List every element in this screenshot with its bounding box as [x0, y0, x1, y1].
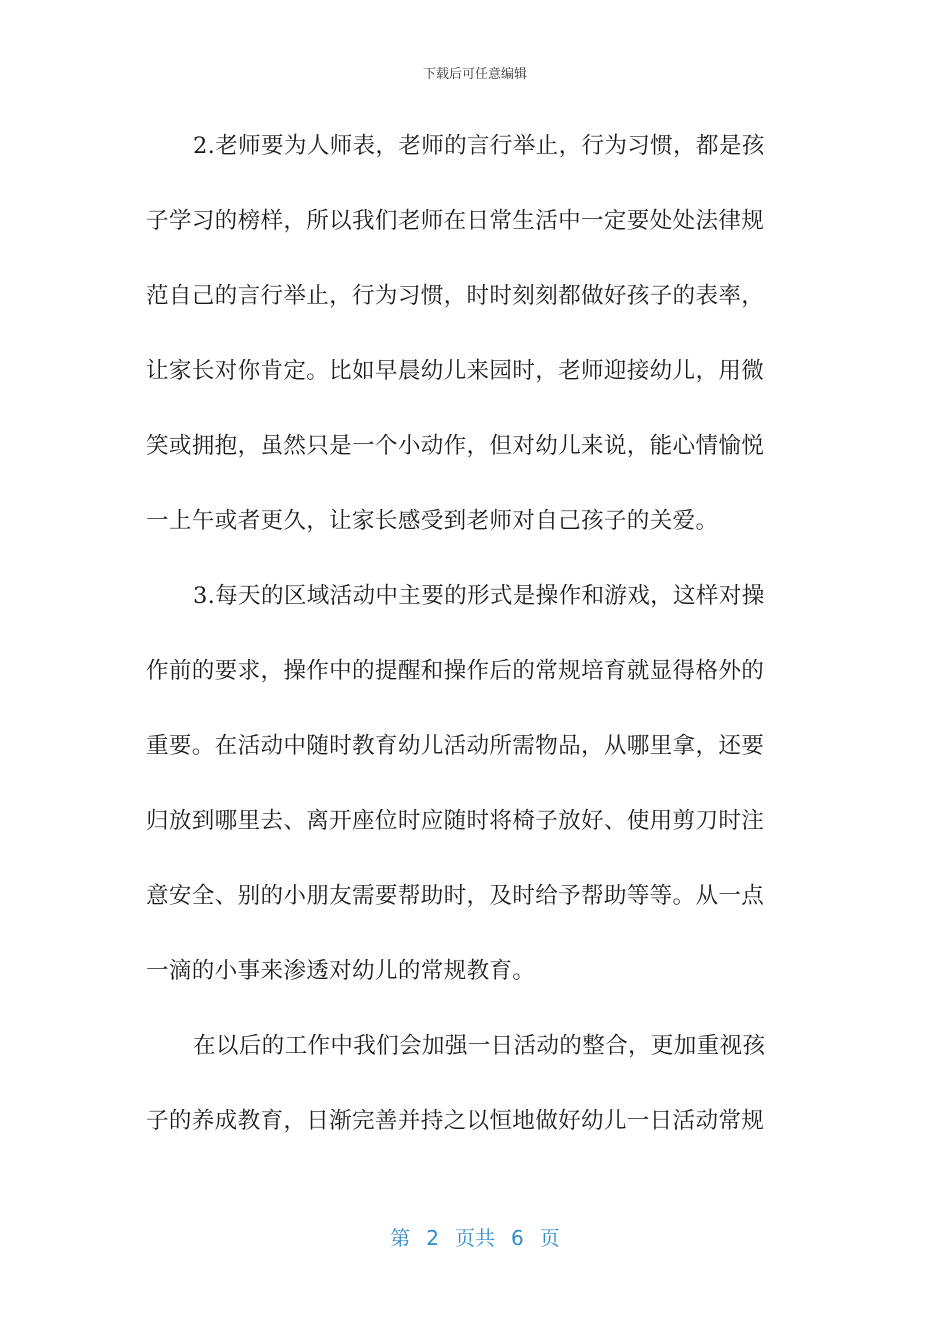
current-page-number: 2 — [426, 1226, 439, 1250]
text-line: 范自己的言行举止，行为习惯，时时刻刻都做好孩子的表率， — [146, 283, 765, 309]
footer-suffix: 页 — [539, 1226, 560, 1250]
paragraph — [146, 578, 792, 1028]
text-line: 子学习的榜样，所以我们老师在日常生活中一定要处处法律规 — [146, 208, 765, 234]
text-line: 意安全、别的小朋友需要帮助时，及时给予帮助等等。从一点 — [146, 883, 765, 909]
footer-middle: 页共 — [455, 1226, 495, 1250]
text-line: 作前的要求，操作中的提醒和操作后的常规培育就显得格外的 — [146, 658, 765, 684]
text-line: 2.老师要为人师表，老师的言行举止，行为习惯，都是孩 — [193, 133, 765, 159]
header-text: 下载后可任意编辑 — [422, 67, 527, 82]
page-footer — [0, 1224, 950, 1252]
text-line: 子的养成教育，日渐完善并持之以恒地做好幼儿一日活动常规 — [146, 1108, 765, 1134]
text-line: 3.每天的区域活动中主要的形式是操作和游戏，这样对操 — [193, 583, 765, 609]
text-line: 重要。在活动中随时教育幼儿活动所需物品，从哪里拿，还要 — [146, 733, 765, 759]
text-line: 在以后的工作中我们会加强一日活动的整合，更加重视孩 — [193, 1033, 766, 1059]
text-line: 一上午或者更久，让家长感受到老师对自己孩子的关爱。 — [146, 508, 719, 534]
paragraph — [146, 128, 792, 578]
page-header — [0, 66, 950, 84]
text-line: 笑或拥抱，虽然只是一个小动作，但对幼儿来说，能心情愉悦 — [146, 433, 765, 459]
text-line: 归放到哪里去、离开座位时应随时将椅子放好、使用剪刀时注 — [146, 808, 765, 834]
footer-prefix: 第 — [390, 1226, 411, 1250]
text-line: 让家长对你肯定。比如早晨幼儿来园时，老师迎接幼儿，用微 — [146, 358, 765, 384]
text-line: 一滴的小事来渗透对幼儿的常规教育。 — [146, 958, 536, 984]
document-body — [146, 128, 792, 1178]
total-pages-number: 6 — [511, 1226, 524, 1250]
paragraph — [146, 1028, 792, 1178]
